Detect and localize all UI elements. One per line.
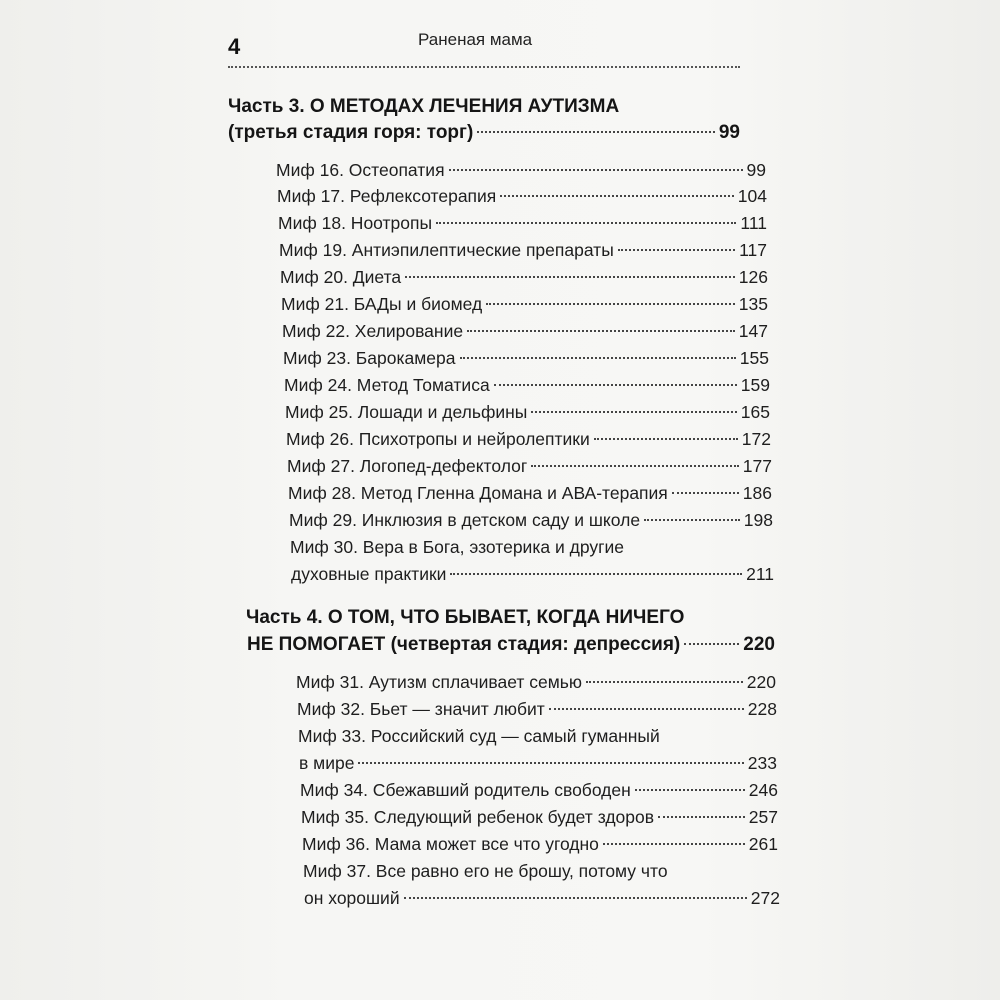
toc-entry-myth37-line1: Миф 37. Все равно его не брошу, потому что [303,861,668,881]
toc-entry-myth31 [296,672,776,693]
entry-page: 159 [740,375,770,395]
leader-dots [531,465,739,467]
leader-dots [467,330,735,332]
part4-title-line1: Часть 4. О ТОМ, ЧТО БЫВАЕТ, КОГДА НИЧЕГО [246,607,685,628]
leader-dots [635,789,745,791]
leader-dots [603,843,745,845]
toc-entry-myth19 [279,240,767,261]
entry-title: Миф 26. Психотропы и нейролептики [286,429,590,449]
toc-entry-myth34 [300,780,778,801]
entry-title: он хороший [304,888,400,908]
leader-dots [449,169,743,171]
entry-title: Миф 28. Метод Гленна Домана и АВА-терапия [288,483,668,503]
toc-entry-myth25 [285,402,770,423]
entry-title: Миф 36. Мама может все что угодно [302,834,599,854]
entry-page: 198 [743,510,773,530]
part3-title-line1: Часть 3. О МЕТОДАХ ЛЕЧЕНИЯ АУТИЗМА [228,96,620,117]
entry-page: 165 [740,402,770,422]
entry-title: Миф 23. Барокамера [283,348,456,368]
leader-dots [477,131,715,133]
part3-title-text: (третья стадия горя: торг) [228,122,474,143]
part4-title-line2 [247,634,775,656]
leader-dots [618,249,735,251]
leader-dots [460,357,736,359]
toc-entry-myth21 [281,294,768,315]
leader-dots [500,195,734,197]
entry-title: Миф 22. Хелирование [282,321,464,341]
leader-dots [450,573,742,575]
leader-dots [658,816,745,818]
entry-page: 111 [740,213,767,233]
entry-title: Миф 27. Логопед-дефектолог [287,456,528,476]
leader-dots [644,519,740,521]
entry-title: Миф 24. Метод Томатиса [284,375,490,395]
leader-dots [684,643,739,645]
entry-title: Миф 25. Лошади и дельфины [285,402,528,422]
toc-entry-myth30 [291,564,774,585]
entry-title: Миф 35. Следующий ребенок будет здоров [301,807,655,827]
entry-title: Миф 31. Аутизм сплачивает семью [296,672,583,692]
leader-dots [549,708,744,710]
entry-title: Миф 20. Диета [280,267,402,287]
toc-entry-myth30-line1: Миф 30. Вера в Бога, эзотерика и другие [290,537,624,557]
entry-page: 211 [746,564,774,584]
leader-dots [531,411,736,413]
entry-title: Миф 17. Рефлексотерапия [277,186,497,206]
toc-entry-myth18 [278,213,767,234]
entry-page: 117 [739,240,767,260]
entry-title: Миф 16. Остеопатия [276,160,445,180]
leader-dots [358,762,743,764]
part3-page: 99 [718,122,740,143]
leader-dots [404,897,747,899]
entry-title: Миф 18. Ноотропы [278,213,433,233]
entry-page: 126 [738,267,768,287]
toc-entry-myth35 [301,807,778,828]
toc-entry-myth28 [288,483,772,504]
page-number: 4 [228,34,241,59]
running-title: Раненая мама [418,30,533,49]
toc-entry-myth37 [304,888,780,909]
entry-title: Миф 34. Сбежавший родитель свободен [300,780,631,800]
entry-page: 104 [737,186,767,206]
part3-title-line2 [228,122,740,144]
toc-entry-myth36 [302,834,778,855]
part4-title-text: НЕ ПОМОГАЕТ (четвертая стадия: депрессия) [247,634,681,655]
toc-entry-myth33-line1: Миф 33. Российский суд — самый гуманный [298,726,660,746]
leader-dots [586,681,743,683]
leader-dots [436,222,736,224]
toc-entry-myth27 [287,456,772,477]
entry-page: 257 [748,807,778,827]
entry-page: 186 [742,483,772,503]
leader-dots [672,492,739,494]
entry-page: 272 [750,888,780,908]
entry-page: 220 [746,672,776,692]
entry-title: Миф 32. Бьет — значит любит [297,699,545,719]
entry-page: 155 [739,348,769,368]
entry-title: Миф 21. БАДы и биомед [281,294,483,314]
leader-dots [494,384,737,386]
entry-page: 228 [747,699,777,719]
toc-entry-myth24 [284,375,770,396]
leader-dots [486,303,735,305]
toc-entry-myth17 [277,186,767,207]
toc-entry-myth20 [280,267,768,288]
entry-page: 246 [748,780,778,800]
entry-title: Миф 29. Инклюзия в детском саду и школе [289,510,641,530]
entry-page: 177 [742,456,772,476]
leader-dots [405,276,735,278]
leader-dots [594,438,738,440]
entry-page: 147 [738,321,768,341]
entry-page: 261 [748,834,778,854]
entry-page: 135 [738,294,768,314]
entry-title: Миф 19. Антиэпилептические препараты [279,240,614,260]
part4-page: 220 [743,634,775,655]
entry-title: духовные практики [291,564,447,584]
entry-page: 99 [746,160,766,180]
toc-entry-myth33 [299,753,777,774]
entry-page: 172 [741,429,771,449]
toc-entry-myth32 [297,699,777,720]
toc-entry-myth29 [289,510,773,531]
toc-entry-myth26 [286,429,771,450]
entry-page: 233 [747,753,777,773]
entry-title: в мире [299,753,355,773]
toc-entry-myth23 [283,348,769,369]
toc-entry-myth16 [276,160,766,181]
toc-entry-myth22 [282,321,768,342]
